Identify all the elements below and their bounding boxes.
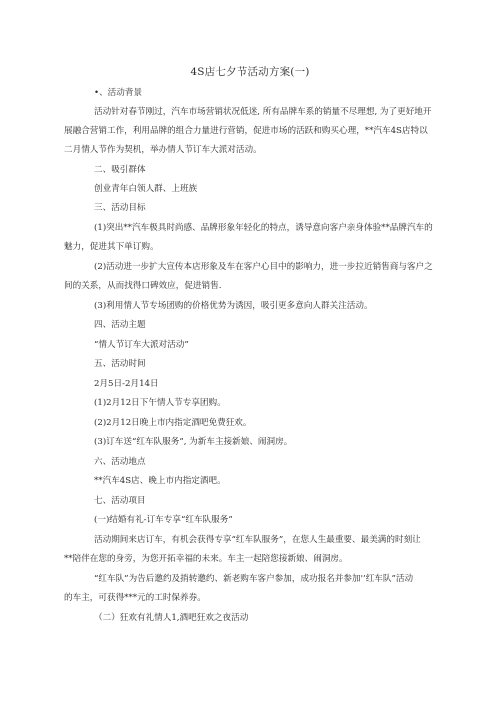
paragraph-line: 2月5日-2月14日 (94, 379, 159, 389)
section-heading-background: •、活动背景 (94, 88, 143, 98)
paragraph-line: （二）狂欢有礼情人1,酒吧狂欢之夜活动 (94, 613, 249, 623)
section-heading-location: 六、活动地点 (94, 457, 146, 467)
paragraph-line: (一)结婚有礼-订车专享“红车队服务” (94, 515, 233, 525)
paragraph-line: 的车主，可获得***元的工时保养券。 (64, 593, 206, 603)
paragraph-line: (1)突出**汽车极具时尚感、品牌形象年轻化的特点，诱导意向客户亲身体验**品牌汽车的 (94, 223, 433, 233)
paragraph-line: “情人节订车大派对活动” (94, 340, 189, 350)
paragraph-line: **陪伴在您的身旁，为您开拓幸福的未来。车主一起陪您接新娘、闹洞房。 (64, 554, 348, 564)
paragraph-line: 间的关系，从而找得口碑效应，促进销售. (64, 281, 222, 291)
section-heading-audience: 二、吸引群体 (94, 165, 146, 175)
paragraph-line: 创业青年白领人群、上班族 (94, 184, 198, 194)
section-heading-time: 五、活动时间 (94, 359, 146, 369)
section-heading-items: 七、活动项目 (94, 496, 146, 506)
paragraph-line: 活动针对春节刚过，汽车市场营销状况低迷, 所有品牌车系的销量不尽理想, 为了更好地开 (94, 107, 432, 117)
section-heading-goals: 三、活动目标 (94, 203, 146, 213)
document-title: 4S店七夕节活动方案(一) (190, 66, 310, 78)
paragraph-line: 展融合营销工作，利用品牌的组合力量进行营销，促进市场的活跃和购买心理，**汽车4S店特以 (64, 126, 428, 136)
paragraph-line: (3)订车送“红车队服务”, 为新车主接新娘、闹洞房。 (94, 437, 293, 447)
paragraph-line: (1)2月12日下午情人节专享团购。 (94, 398, 226, 408)
paragraph-line: (2)2月12日晚上市内指定酒吧免费狂欢。 (94, 418, 252, 428)
paragraph-line: **汽车4S店、晚上市内指定酒吧。 (94, 476, 226, 486)
paragraph-line: (3)利用情人节专场团购的价格优势为诱因，吸引更多意向人群关注活动。 (94, 301, 373, 311)
paragraph-line: (2)活动进一步扩大宣传本店形象及车在客户心目中的影响力，进一步拉近销售商与客户之 (94, 262, 433, 272)
paragraph-line: 魅力，促进其下单订购。 (64, 242, 159, 252)
paragraph-line: “红车队”为告后邀约及捎转邀约、新老购车客户参加，成功报名并参加'’红车队”活动 (94, 574, 414, 584)
paragraph-line: 二月情人节作为契机，举办情人节订车大派对活动。 (64, 145, 262, 155)
paragraph-line: 活动期间来店订车，有机会获得专享“红车队服务”，在您人生最重要、最美满的时刻让 (94, 535, 421, 545)
section-heading-theme: 四、活动主题 (94, 320, 146, 330)
